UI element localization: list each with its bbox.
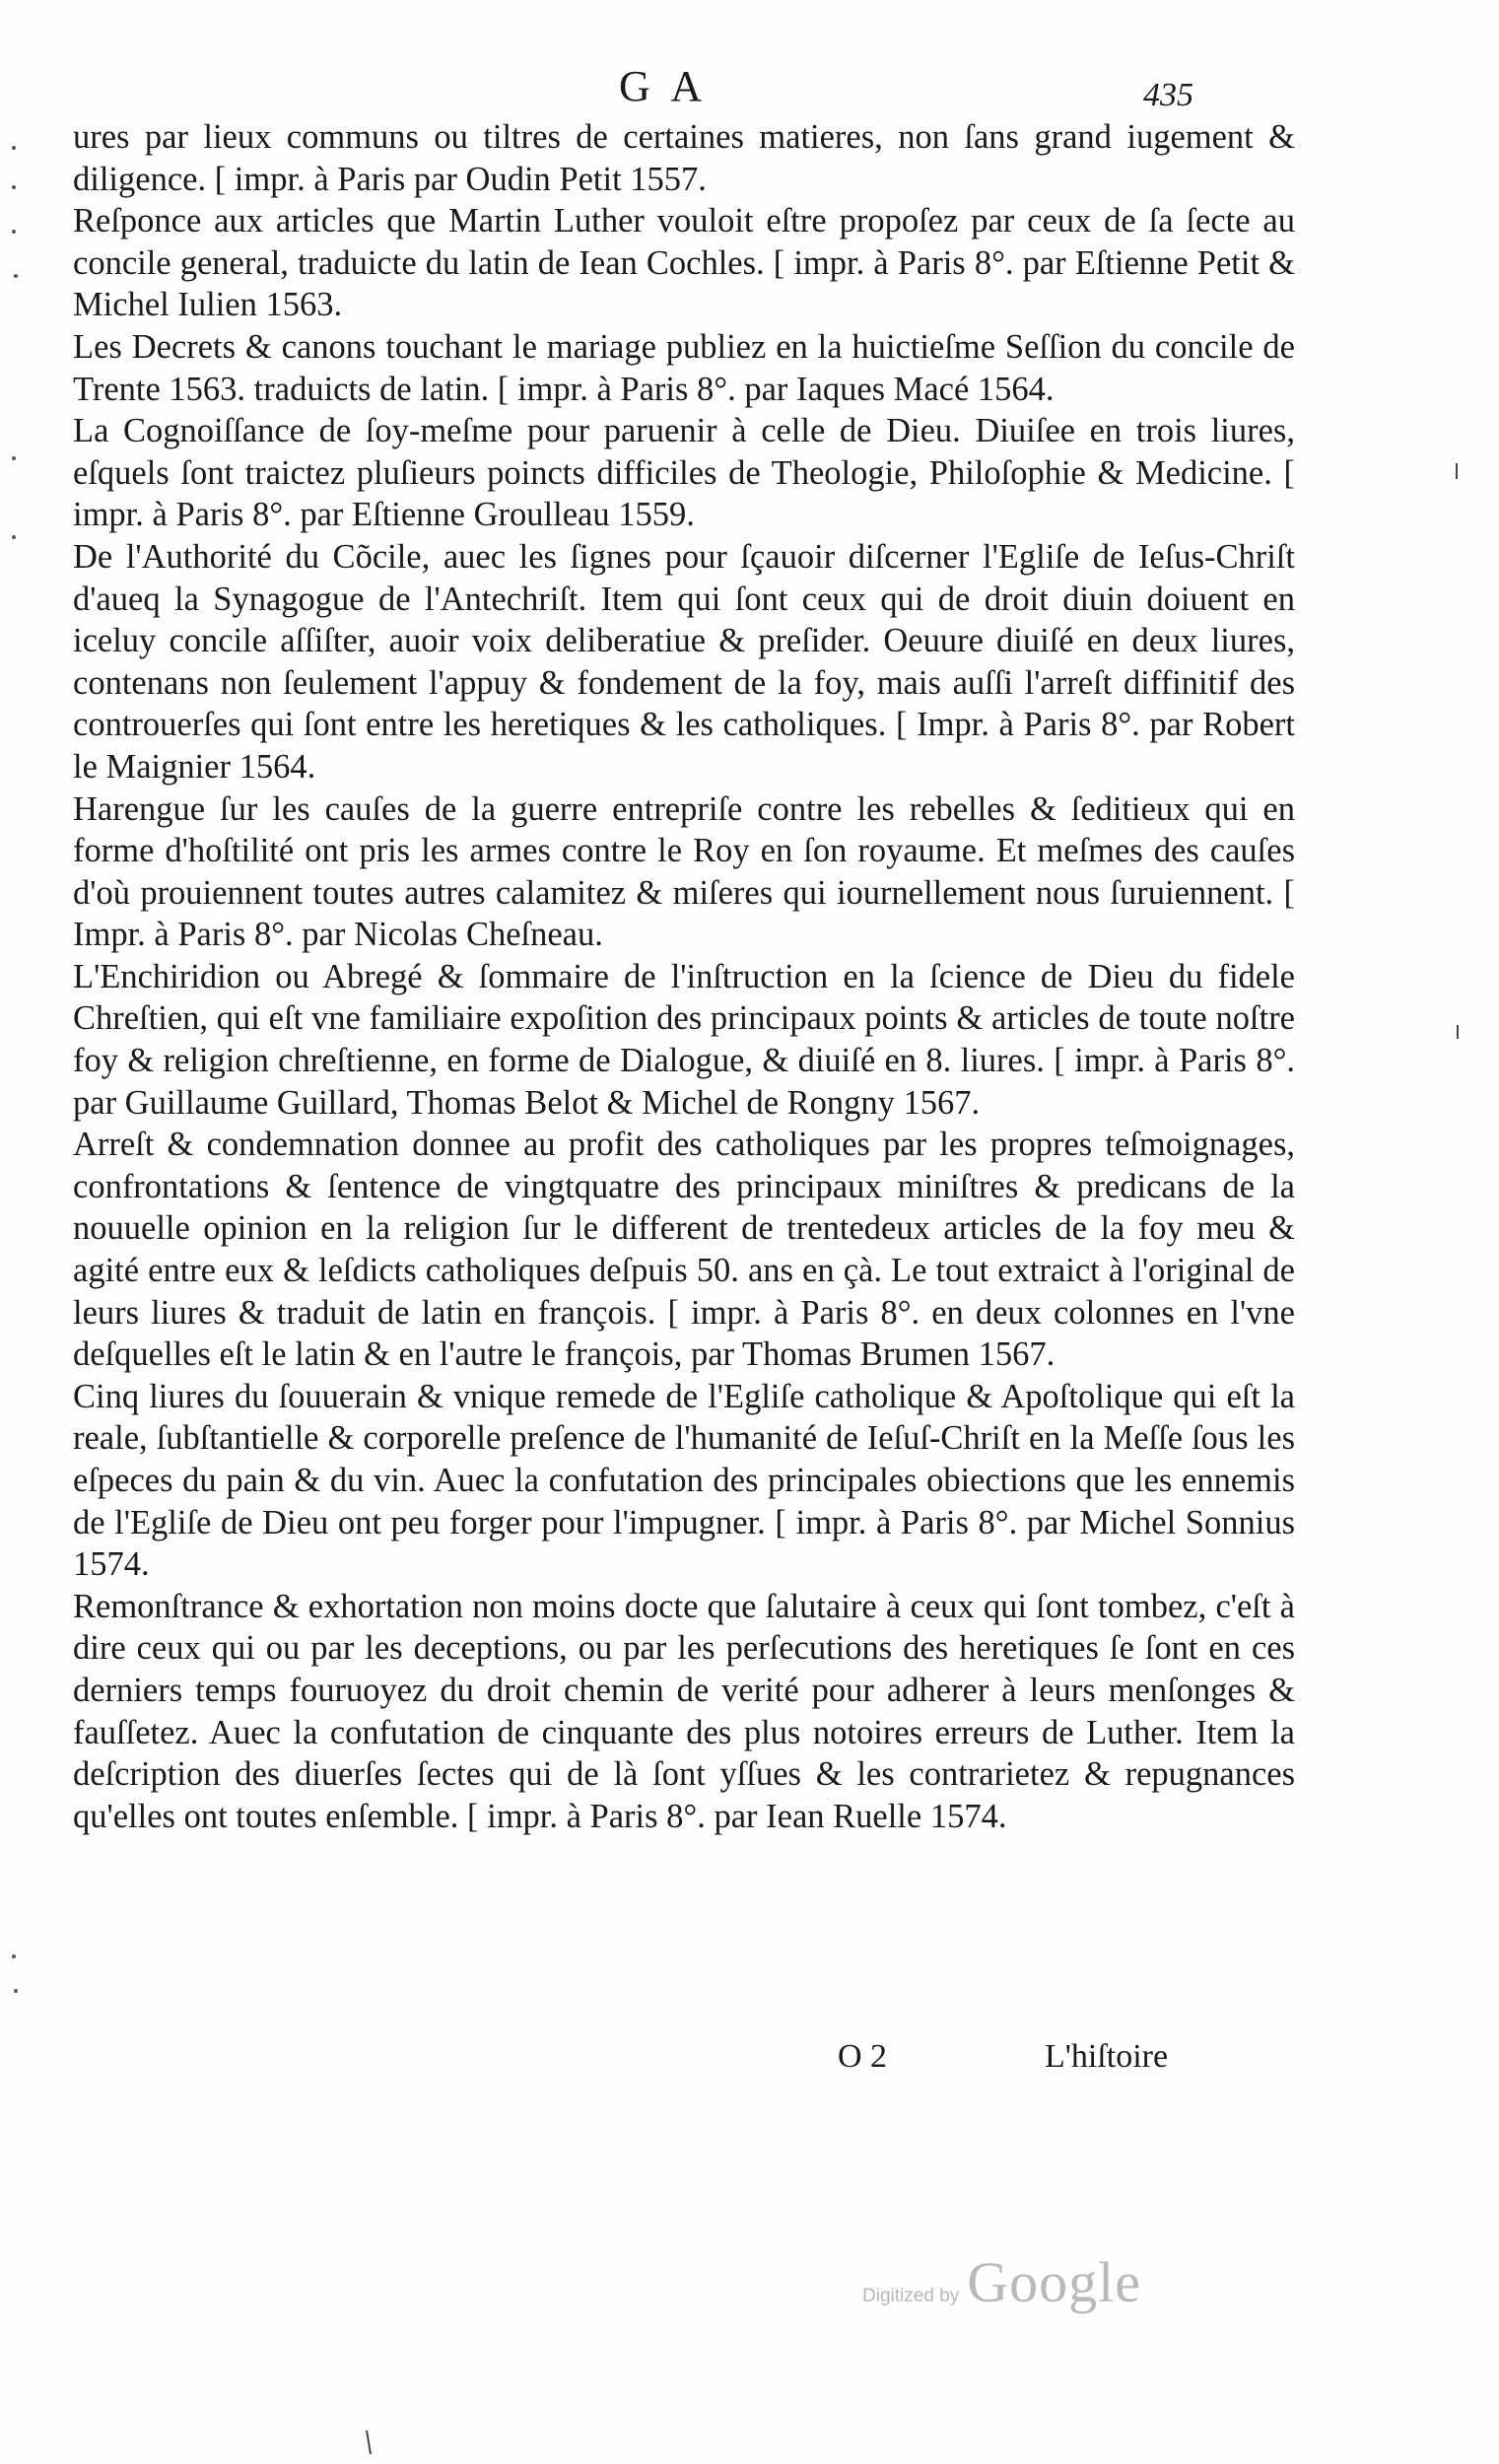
catalog-entry: Arreſt & condemnation donnee au profit des catholiques par les propres teſmoignages, confrontations & ſentence de vingtquatre des principaux miniſtres & predicans de la nouuelle opinion en la religion ſur le different de trentedeux articles de la foy meu & agité entre eux & leſdicts catholiques deſpuis 50. ans en çà. Le tout extraict à l'original de leurs liures & traduit de latin en françois. [ impr. à Paris 8°. en deux colonnes en l'vne deſquelles eſt le latin & en l'autre le françois, par Thomas Brumen 1567.: [73, 1126, 1295, 1374]
margin-dot: [14, 1989, 18, 1993]
scan-mark: [367, 2430, 371, 2454]
catalog-entry: Reſponce aux articles que Martin Luther vouloit eſtre propoſez par ceux de ſa ſecte au concile general, traduicte du latin de Iean Cochles. [ impr. à Paris 8°. par Eſtienne Petit & Michel Iulien 1563.: [73, 202, 1295, 324]
catalog-entry: De l'Authorité du Cõcile, auec les ſignes pour ſçauoir diſcerner l'Egliſe de Ieſus-Chriſt d'aueq la Synagogue de l'Antechriſt. Item qui ſont ceux qui de droit diuin doiuent en iceluy concile aſſiſter, auoir voix deliberatiue & preſider. Oeuure diuiſé en deux liures, contenans non ſeulement l'appuy & fondement de la foy, mais auſſi l'arreſt diffinitif des controuerſes qui ſont entre les heretiques & les catholiques. [ Impr. à Paris 8°. par Robert le Maignier 1564.: [73, 537, 1295, 786]
catalog-entry: La Cognoiſſance de ſoy-meſme pour paruenir à celle de Dieu. Diuiſee en trois liures, eſquels ſont traictez pluſieurs poincts difficiles de Theologie, Philoſophie & Medicine. [ impr. à Paris 8°. par Eſtienne Groulleau 1559.: [73, 412, 1295, 534]
margin-dot: [12, 1954, 16, 1958]
signature-mark: O 2: [838, 2038, 888, 2075]
catchword: L'hiſtoire: [1045, 2038, 1169, 2075]
catalog-entry: Harengue ſur les cauſes de la guerre entrepriſe contre les rebelles & ſeditieux qui en forme d'hoſtilité ont pris les armes contre le Roy en ſon royaume. Et meſmes des cauſes d'où prouiennent toutes autres calamitez & miſeres qui iournellement nous ſuruiennent. [ Impr. à Paris 8°. par Nicolas Cheſneau.: [73, 789, 1295, 954]
running-head: G A: [619, 62, 709, 110]
page-footer: [0, 2038, 1499, 2088]
digitized-watermark: [862, 2249, 1141, 2315]
page-header: [0, 61, 1499, 120]
margin-dot: [12, 535, 16, 539]
margin-dot: [12, 456, 16, 460]
margin-dot: [12, 185, 16, 189]
page-number: 435: [1143, 77, 1193, 113]
catalog-entry: Remonſtrance & exhortation non moins docte que ſalutaire à ceux qui ſont tombez, c'eſt à dire ceux qui ou par les deceptions, ou par les perſecutions des heretiques ſe ſont en ces derniers temps fouruoyez du droit chemin de verité pour adherer à leurs menſonges & fauſſetez. Auec la confutation de cinquante des plus notoires erreurs de Luther. Item la deſcription des diuerſes ſectes qui de là ſont yſſues & les contrarietez & repugnances qu'elles ont toutes enſemble. [ impr. à Paris 8°. par Iean Ruelle 1574.: [73, 1587, 1295, 1835]
catalog-entries: [73, 116, 1295, 1837]
watermark-prefix: Digitized by: [862, 2286, 960, 2306]
catalog-entry: L'Enchiridion ou Abregé & ſommaire de l'inſtruction en la ſcience de Dieu du fidele Chreſtien, qui eſt vne familiaire expoſition des principaux points & articles de toute noſtre foy & religion chreſtienne, en forme de Dialogue, & diuiſé en 8. liures. [ impr. à Paris 8°. par Guillaume Guillard, Thomas Belot & Michel de Rongny 1567.: [73, 957, 1295, 1122]
watermark-brand: Google: [967, 2250, 1141, 2314]
catalog-entry: Les Decrets & canons touchant le mariage publiez en la huictieſme Seſſion du concile de Trente 1563. traduicts de latin. [ impr. à Paris 8°. par Iaques Macé 1564.: [73, 327, 1295, 408]
catalog-entry: Cinq liures du ſouuerain & vnique remede de l'Egliſe catholique & Apoſtolique qui eſt la reale, ſubſtantielle & corporelle preſence de l'humanité de Ieſuſ-Chriſt en la Meſſe ſous les eſpeces du pain & du vin. Auec la confutation des principales obiections que les ennemis de l'Egliſe de Dieu ont peu forger pour l'impugner. [ impr. à Paris 8°. par Michel Sonnius 1574.: [73, 1377, 1295, 1584]
margin-dot: [14, 274, 18, 278]
margin-dot: [12, 146, 16, 150]
catalog-entry: ures par lieux communs ou tiltres de certaines matieres, non ſans grand iugement & diligence. [ impr. à Paris par Oudin Petit 1557.: [73, 118, 1295, 198]
margin-dot: [12, 230, 16, 234]
